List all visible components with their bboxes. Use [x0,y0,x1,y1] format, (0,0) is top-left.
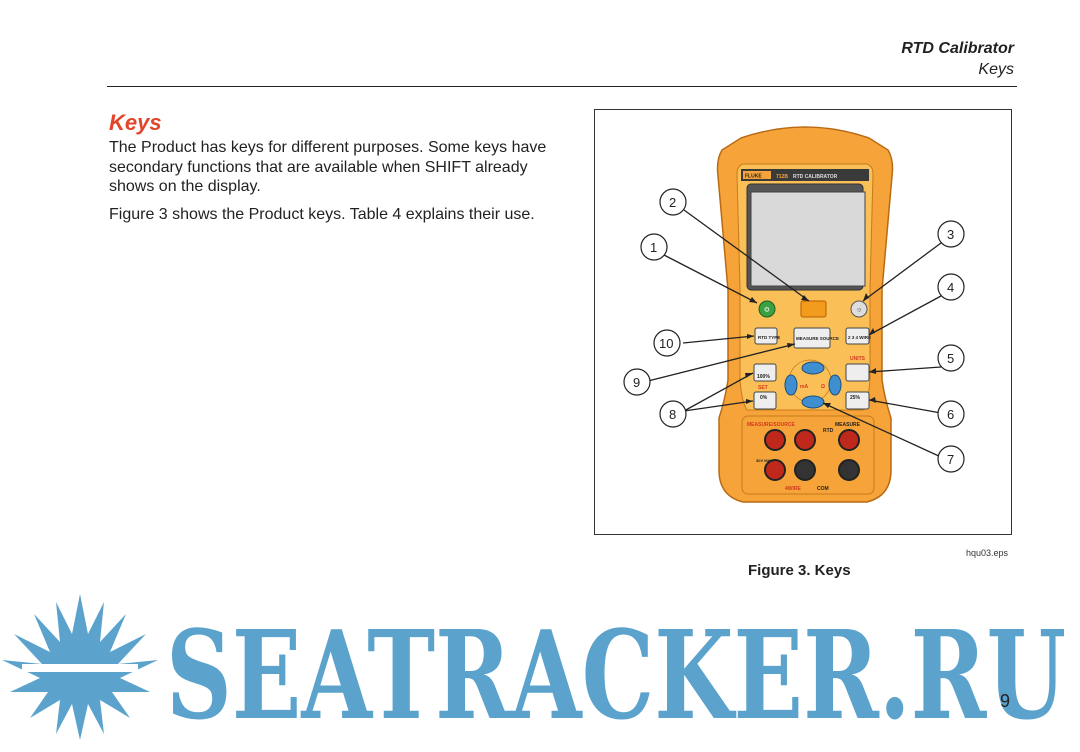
arrow-down-key[interactable] [802,396,824,408]
30v-max-label: 30V MAX [756,458,774,463]
jack-top-middle [795,430,815,450]
callout-4: 4 [947,280,955,295]
callout-3: 3 [947,227,955,242]
watermark-text: SEATRACKER.RU [166,603,1066,747]
sun-logo-icon [2,594,158,740]
measure-source-label: MEASURE SOURCE [796,336,840,341]
header-subtitle: Keys [978,61,1014,78]
jack-top-right [839,430,859,450]
4wire-jack-label: 4WIRE [785,486,801,492]
rtd-jack-label: RTD [823,428,834,434]
ma-label: mA [800,384,809,390]
figure-illustration [595,110,1011,534]
jack-bottom-right [839,460,859,480]
brand-label: FLUKE [745,173,762,180]
paragraph-1: The Product has keys for different purposes. Some keys have secondary functions that are available when SHIFT already shows on the display. [109,139,547,195]
com-jack-label: COM [817,486,829,492]
paragraph-2: Figure 3 shows the Product keys. Table 4 explains their use. [109,206,535,223]
backlight-key[interactable] [801,301,826,317]
callout-9: 9 [633,375,641,390]
units-label: UNITS [850,356,865,362]
figure-caption: Figure 3. Keys [748,562,851,579]
measure-source-jack-label: MEASURE/SOURCE [747,422,795,428]
callout-7: 7 [947,452,955,467]
callout-8: 8 [669,407,677,422]
callout-2: 2 [669,195,677,210]
callout-1: 1 [650,240,658,255]
wire-label: 2 3 4 WIRE [848,335,872,340]
key-100-label: 100% [757,374,770,380]
measure-jack-label: MEASURE [835,422,861,428]
model-name-label: RTD CALIBRATOR [793,174,838,180]
arrow-left-key[interactable] [785,375,797,395]
watermark [0,594,1080,752]
jack-bottom-middle [795,460,815,480]
key-25-label: 25% [850,395,861,401]
jack-top-left [765,430,785,450]
figure-file-label: hqu03.eps [966,548,1009,558]
key-25-percent-up[interactable] [846,364,869,381]
set-label: SET [758,385,768,391]
section-title: Keys [109,110,162,135]
model-label: 712B [776,174,788,180]
header-title: RTD Calibrator [901,40,1014,57]
arrow-right-key[interactable] [829,375,841,395]
callout-6: 6 [947,407,955,422]
ohm-label: Ω [821,384,826,390]
rtd-type-label: RTD TYPE [758,335,781,340]
header-rule [107,86,1017,87]
page-number: 9 [1000,691,1011,711]
key-0-label: 0% [760,395,768,401]
jack-bottom-left [765,460,785,480]
callout-5: 5 [947,351,955,366]
sun-icon: ☼ [856,306,863,314]
callout-10: 10 [659,336,674,351]
power-icon: ⏻ [764,307,770,314]
arrow-up-key[interactable] [802,362,824,374]
